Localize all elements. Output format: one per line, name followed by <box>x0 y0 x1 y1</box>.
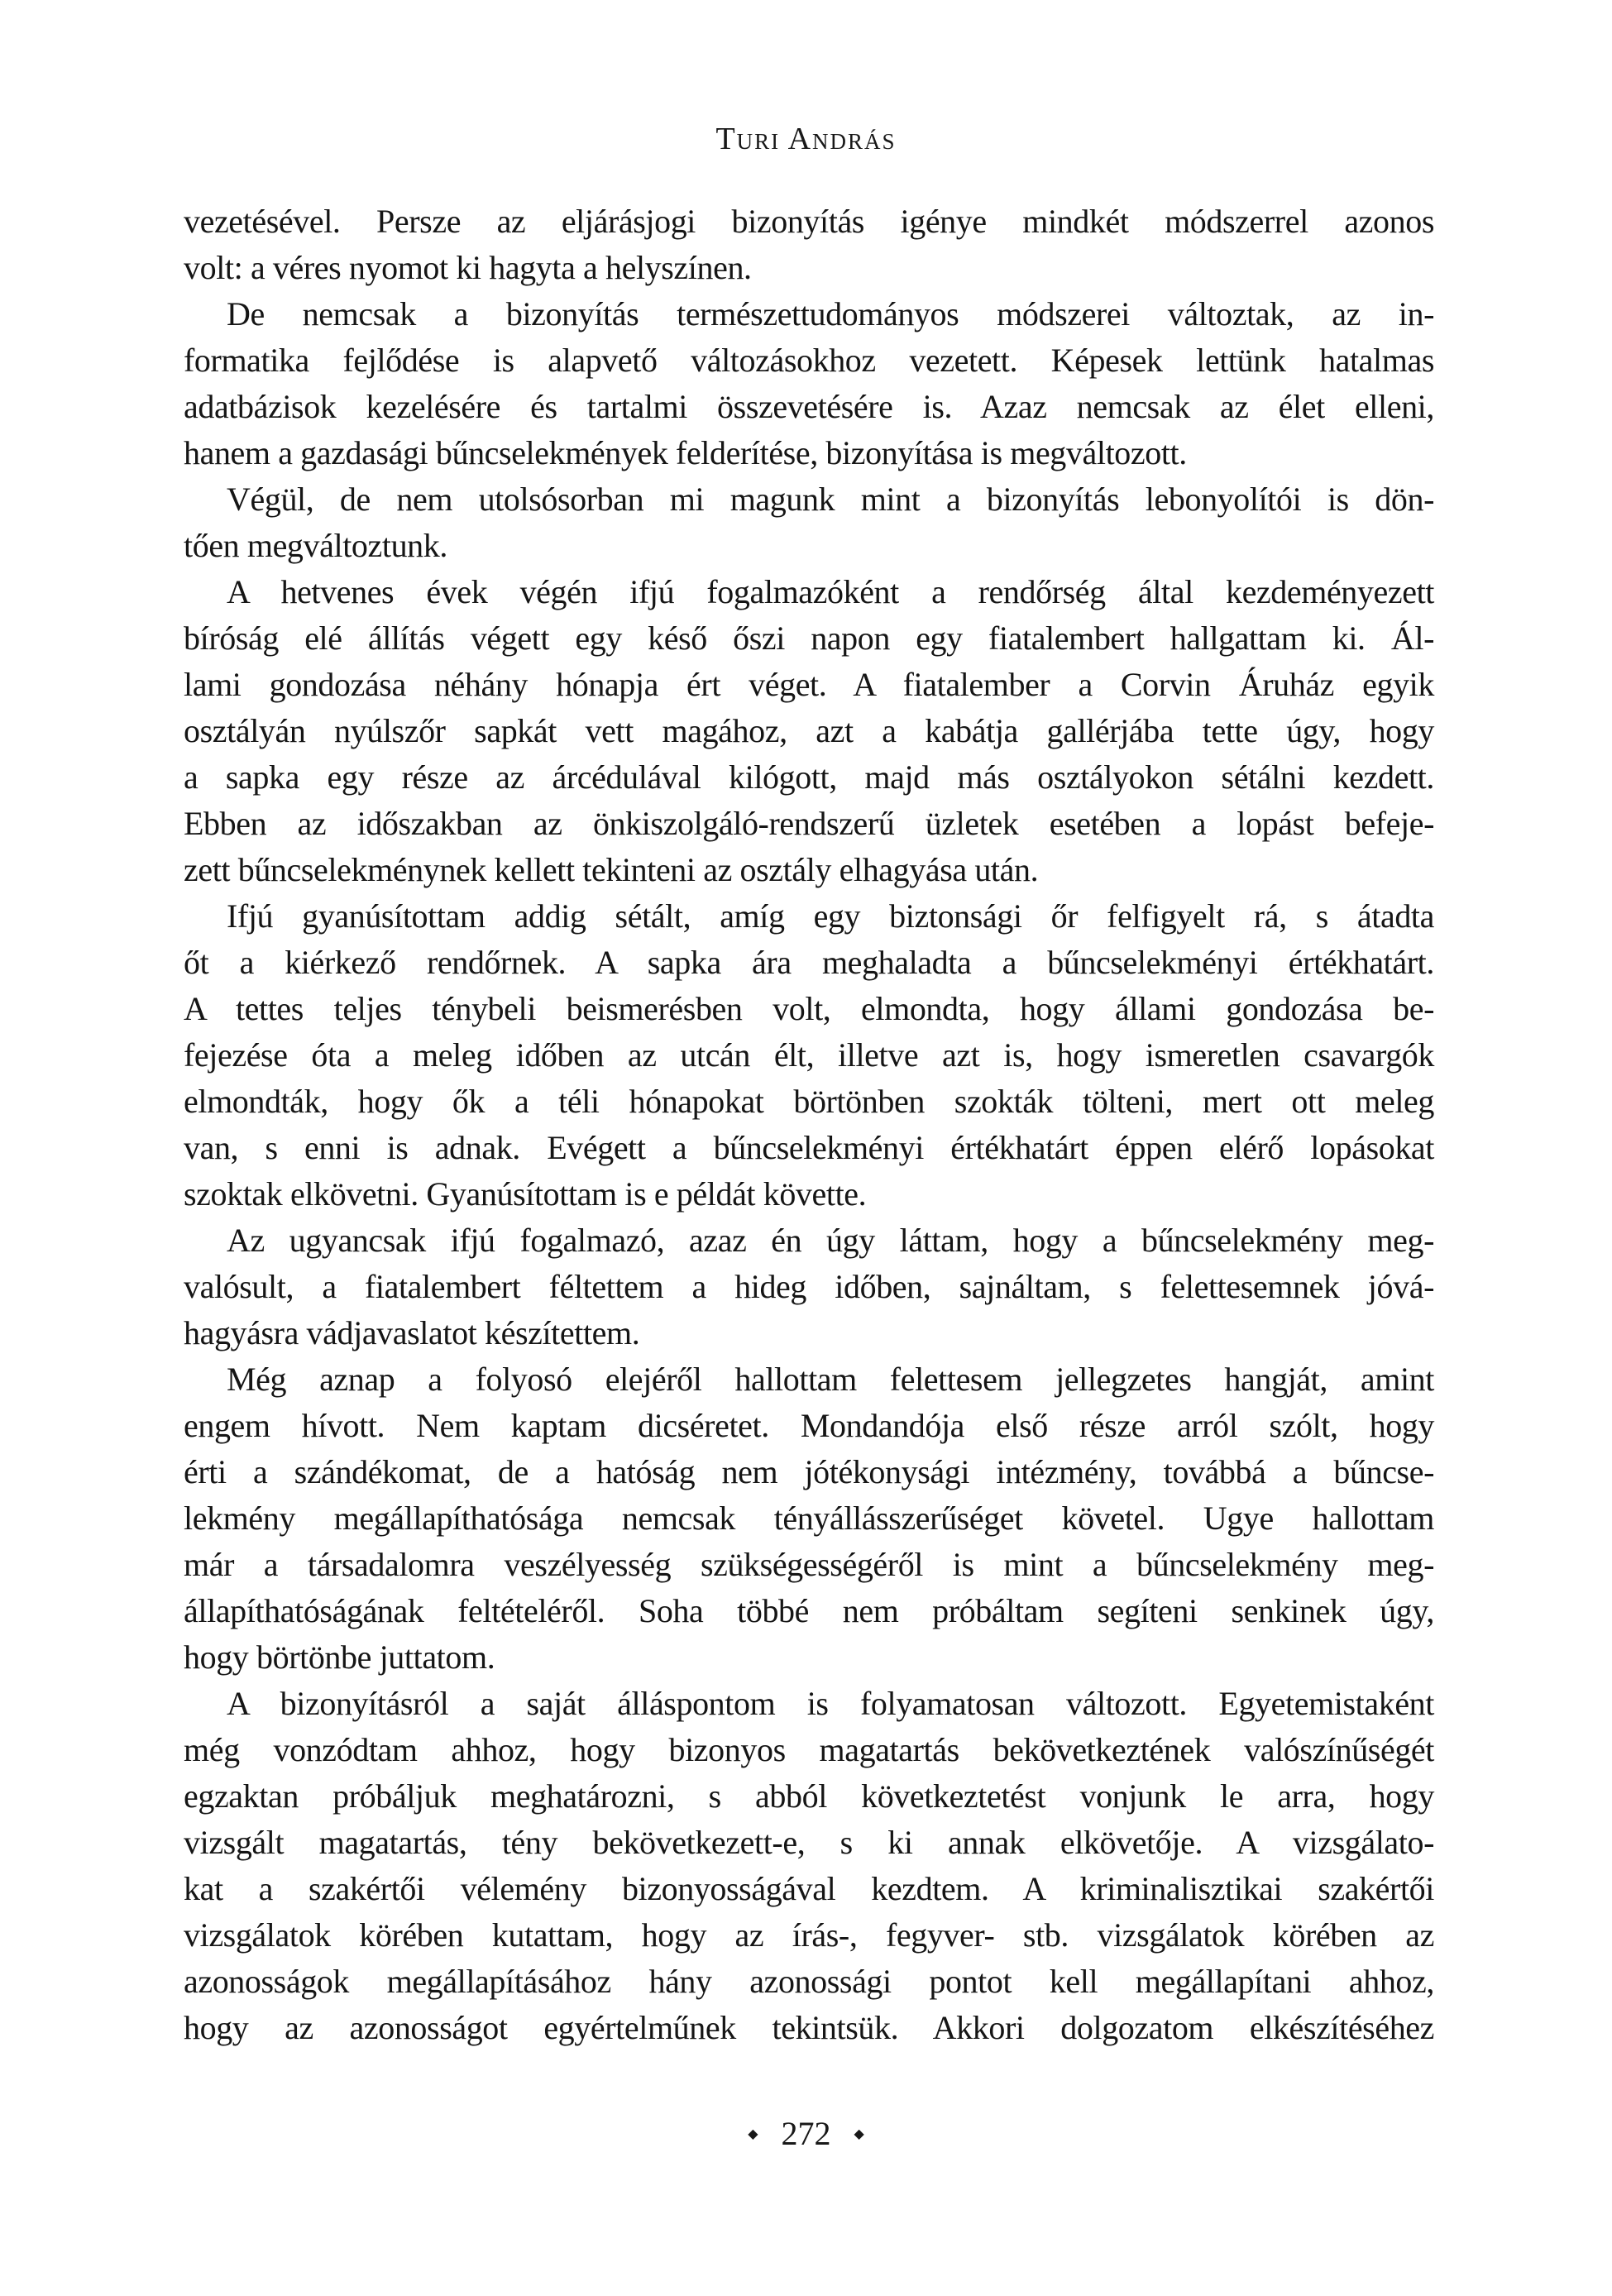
page-body-text <box>184 199 1434 2051</box>
text-line: hanem a gazdasági bűncselekmények felderítése, bizonyítása is megváltozott. <box>184 434 1187 471</box>
text-line: A bizonyításról a saját álláspontom is folyamatosan változott. Egyetemistaként <box>227 1685 1434 1722</box>
paragraph <box>184 893 1434 1217</box>
text-line: engem hívott. Nem kaptam dicséretet. Mondandója első része arról szólt, hogy <box>184 1407 1434 1444</box>
paragraph <box>184 1217 1434 1356</box>
text-line: vizsgált magatartás, tény bekövetkezett-e, s ki annak elkövetője. A vizsgálato- <box>184 1824 1434 1861</box>
text-line: Ebben az időszakban az önkiszolgáló-rendszerű üzletek esetében a lopást befeje- <box>184 805 1434 842</box>
text-line: Ifjú gyanúsítottam addig sétált, amíg egy biztonsági őr felfigyelt rá, s átadta <box>227 897 1434 935</box>
text-line: még vonzódtam ahhoz, hogy bizonyos magatartás bekövetkeztének valószínűségét <box>184 1731 1434 1768</box>
text-line: adatbázisok kezelésére és tartalmi összevetésére is. Azaz nemcsak az élet elleni, <box>184 388 1434 425</box>
text-line: tően megváltoztunk. <box>184 527 447 564</box>
text-line: lami gondozása néhány hónapja ért véget. A fiatalember a Corvin Áruház egyik <box>184 666 1434 703</box>
text-line: egzaktan próbáljuk meghatározni, s abból következtetést vonjunk le arra, hogy <box>184 1777 1434 1815</box>
paragraph <box>184 199 1434 291</box>
text-line: állapíthatóságának feltételéről. Soha többé nem próbáltam segíteni senkinek úgy, <box>184 1592 1434 1629</box>
text-line: van, s enni is adnak. Evégett a bűncselekményi értékhatárt éppen elérő lopásokat <box>184 1129 1434 1166</box>
text-line: a sapka egy része az árcédulával kilógott, majd más osztályokon sétálni kezdett. <box>184 758 1434 796</box>
paragraph <box>184 1356 1434 1681</box>
text-line: érti a szándékomat, de a hatóság nem jótékonysági intézmény, továbbá a bűncse- <box>184 1453 1434 1490</box>
text-line: bíróság elé állítás végett egy késő őszi napon egy fiatalembert hallgattam ki. Ál- <box>184 619 1434 657</box>
text-line: formatika fejlődése is alapvető változásokhoz vezetett. Képesek lettünk hatalmas <box>184 342 1434 379</box>
footer-diamond-icon-right: ◆ <box>854 2126 864 2141</box>
text-line: vezetésével. Persze az eljárásjogi bizonyítás igénye mindkét módszerrel azonos <box>184 203 1434 240</box>
text-line: zett bűncselekménynek kellett tekinteni az osztály elhagyása után. <box>184 851 1039 888</box>
text-line: már a társadalomra veszélyesség szükségességéről is mint a bűncselekmény meg- <box>184 1546 1434 1583</box>
paragraph <box>184 1681 1434 2051</box>
text-line: szoktak elkövetni. Gyanúsítottam is e példát követte. <box>184 1175 867 1213</box>
text-line: valósult, a fiatalembert féltettem a hideg időben, sajnáltam, s felettesemnek jóvá- <box>184 1268 1434 1305</box>
text-line: vizsgálatok körében kutattam, hogy az írás-, fegyver- stb. vizsgálatok körében az <box>184 1916 1434 1954</box>
page-footer <box>0 2114 1612 2153</box>
text-line: hogy az azonosságot egyértelműnek tekintsük. Akkori dolgozatom elkészítéséhez <box>184 2009 1434 2046</box>
footer-diamond-icon-left: ◆ <box>748 2126 758 2141</box>
paragraph <box>184 476 1434 569</box>
text-line: fejezése óta a meleg időben az utcán élt, illetve azt is, hogy ismeretlen csavargók <box>184 1036 1434 1074</box>
text-line: A hetvenes évek végén ifjú fogalmazóként a rendőrség által kezdeményezett <box>227 573 1434 610</box>
text-line: volt: a véres nyomot ki hagyta a helyszínen. <box>184 249 752 286</box>
paragraph <box>184 291 1434 476</box>
page-number: 272 <box>781 2115 831 2152</box>
text-line: lekmény megállapíthatósága nemcsak tényállásszerűséget követel. Ugye hallottam <box>184 1500 1434 1537</box>
text-line: hogy börtönbe juttatom. <box>184 1638 495 1676</box>
text-line: azonosságok megállapításához hány azonossági pontot kell megállapítani ahhoz, <box>184 1963 1434 2000</box>
text-line: Még aznap a folyosó elejéről hallottam felettesem jellegzetes hangját, amint <box>227 1361 1434 1398</box>
text-line: hagyásra vádjavaslatot készítettem. <box>184 1314 640 1351</box>
text-line: A tettes teljes ténybeli beismerésben volt, elmondta, hogy állami gondozása be- <box>184 990 1434 1027</box>
text-line: Végül, de nem utolsósorban mi magunk mint a bizonyítás lebonyolítói is dön- <box>227 481 1434 518</box>
text-line: De nemcsak a bizonyítás természettudományos módszerei változtak, az in- <box>227 295 1434 332</box>
text-line: kat a szakértői vélemény bizonyosságával kezdtem. A kriminalisztikai szakértői <box>184 1870 1434 1907</box>
text-line: elmondták, hogy ők a téli hónapokat börtönben szokták tölteni, mert ott meleg <box>184 1083 1434 1120</box>
running-header-author: Turi András <box>715 122 897 156</box>
paragraph <box>184 569 1434 893</box>
text-line: őt a kiérkező rendőrnek. A sapka ára meghaladta a bűncselekményi értékhatárt. <box>184 944 1434 981</box>
text-line: osztályán nyúlszőr sapkát vett magához, azt a kabátja gallérjába tette úgy, hogy <box>184 712 1434 749</box>
text-line: Az ugyancsak ifjú fogalmazó, azaz én úgy láttam, hogy a bűncselekmény meg- <box>227 1222 1434 1259</box>
